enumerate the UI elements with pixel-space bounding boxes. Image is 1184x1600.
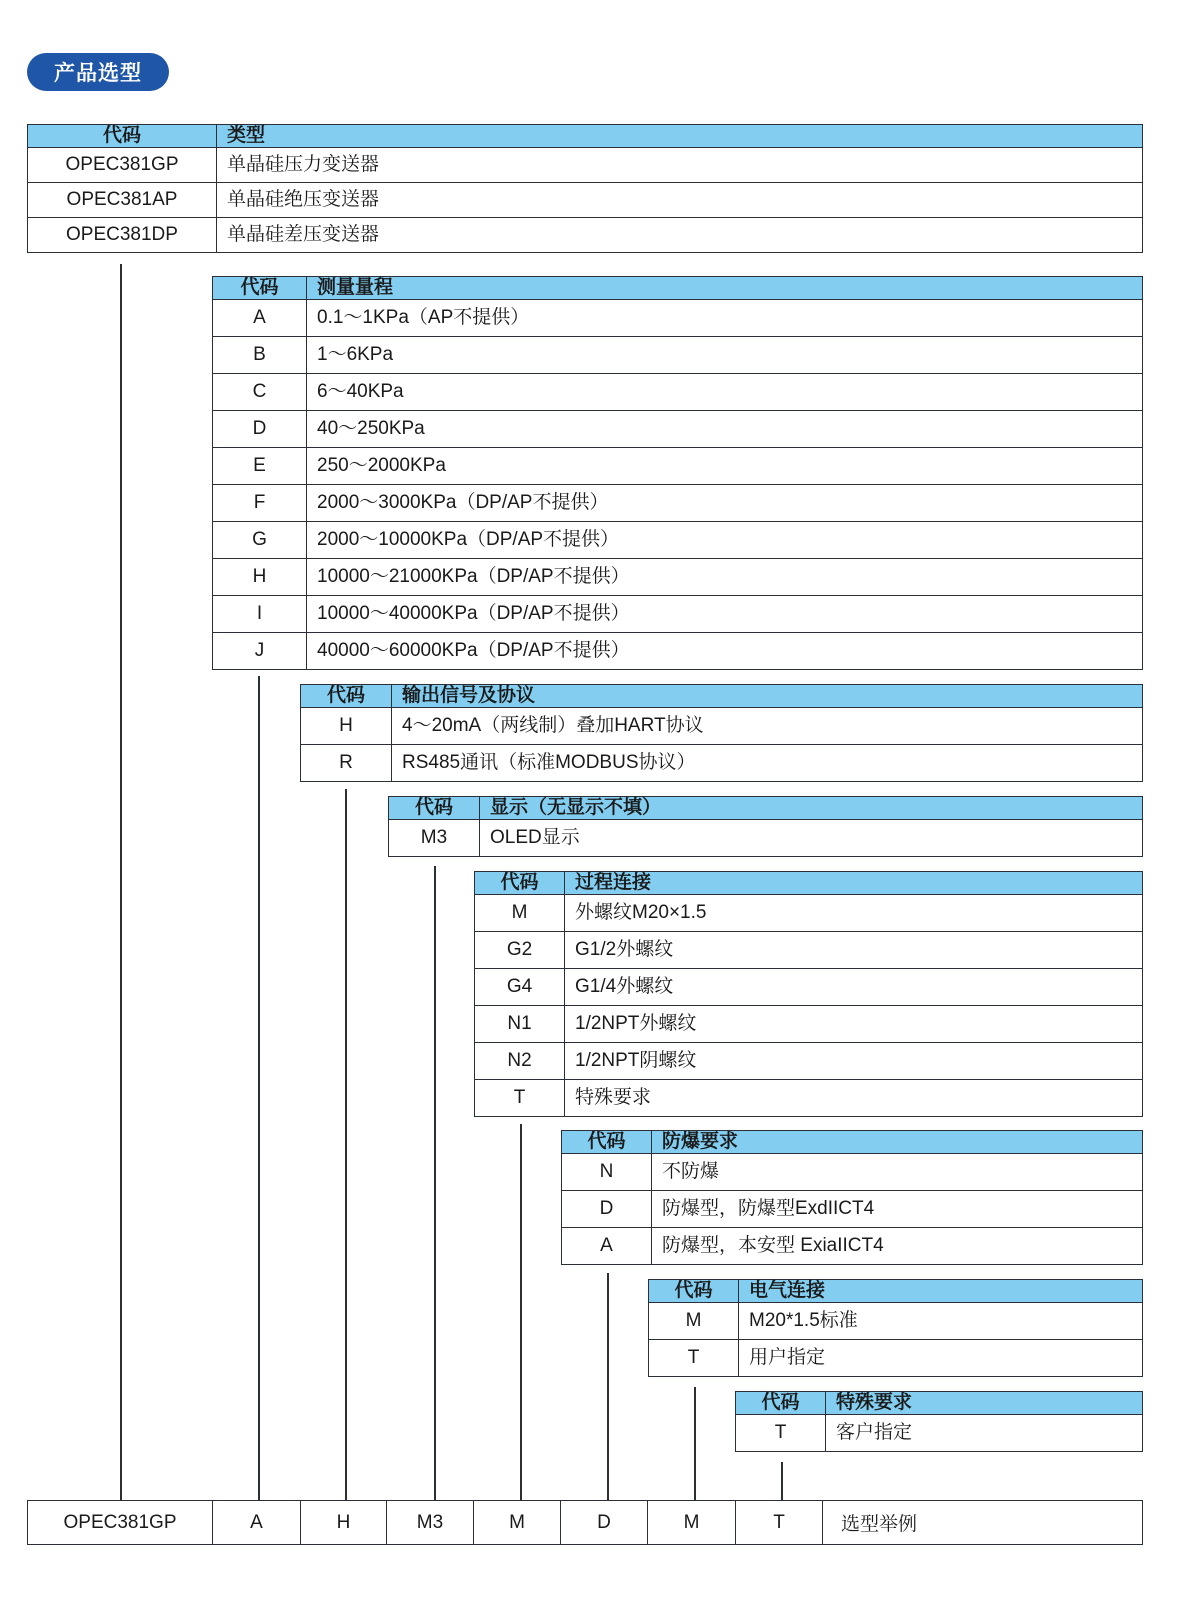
row-desc: 客户指定 [826,1414,1143,1451]
table-header-row [389,797,1143,820]
row-code: D [562,1190,652,1227]
table-header-row [562,1131,1143,1154]
table-process-connection-body [475,872,1143,1117]
header-code: 代码 [389,797,480,820]
row-desc: 2000～10000KPa（DP/AP不提供） [307,521,1143,558]
header-code: 代码 [213,277,307,300]
table-row [28,147,1143,182]
row-desc: 用户指定 [739,1339,1143,1376]
table-header-row [28,125,1143,148]
table-electrical-connection-body [649,1280,1143,1377]
row-desc: G1/2外螺纹 [565,931,1143,968]
table-selection-example [27,1500,1143,1545]
connector-line-explosion [607,1273,609,1502]
table-output-body [301,685,1143,782]
connector-line-electrical [694,1387,696,1502]
table-type [27,124,1143,253]
row-code: G4 [475,968,565,1005]
header-desc: 输出信号及协议 [392,685,1143,708]
row-code: H [213,558,307,595]
table-row [562,1227,1143,1264]
row-desc: OLED显示 [480,819,1143,856]
table-row [213,521,1143,558]
example-cell-display: M3 [387,1501,474,1545]
table-type-body [28,125,1143,253]
example-cell-electrical: M [648,1501,736,1545]
connector-line-process [520,1124,522,1502]
table-row [649,1302,1143,1339]
header-desc: 过程连接 [565,872,1143,895]
row-desc: 单晶硅绝压变送器 [217,182,1143,217]
table-row [475,931,1143,968]
row-code: D [213,410,307,447]
row-code: N2 [475,1042,565,1079]
row-desc: 2000～3000KPa（DP/AP不提供） [307,484,1143,521]
header-code: 代码 [736,1392,826,1415]
example-cell-explosion: D [561,1501,648,1545]
row-desc: 10000～40000KPa（DP/AP不提供） [307,595,1143,632]
connector-line-output [345,789,347,1502]
row-code: H [301,707,392,744]
table-row [736,1414,1143,1451]
row-code: G [213,521,307,558]
row-desc: M20*1.5标准 [739,1302,1143,1339]
header-desc: 类型 [217,125,1143,148]
row-desc: 防爆型，防爆型ExdIICT4 [652,1190,1143,1227]
row-desc: RS485通讯（标准MODBUS协议） [392,744,1143,781]
header-code: 代码 [475,872,565,895]
row-code: M [649,1302,739,1339]
header-desc: 测量量程 [307,277,1143,300]
table-row [213,447,1143,484]
table-process-connection [474,871,1143,1117]
row-desc: G1/4外螺纹 [565,968,1143,1005]
row-code: B [213,336,307,373]
row-desc: 40～250KPa [307,410,1143,447]
row-desc: 外螺纹M20×1.5 [565,894,1143,931]
connector-line-display [434,866,436,1502]
table-explosion-proof [561,1130,1143,1265]
example-note: 选型举例 [823,1501,1143,1545]
table-special-requirement-body [736,1392,1143,1452]
table-row [28,1501,1143,1545]
row-desc: 1/2NPT阴螺纹 [565,1042,1143,1079]
example-cell-special: T [736,1501,823,1545]
row-desc: 250～2000KPa [307,447,1143,484]
header-code: 代码 [301,685,392,708]
row-code: OPEC381DP [28,217,217,252]
row-code: A [213,299,307,336]
row-desc: 特殊要求 [565,1079,1143,1116]
table-row [213,373,1143,410]
row-desc: 防爆型，本安型 ExiaIICT4 [652,1227,1143,1264]
table-row [28,217,1143,252]
page-title-badge [27,53,169,91]
table-row [301,744,1143,781]
table-display-body [389,797,1143,857]
connector-line-type [120,264,122,1502]
row-code: M3 [389,819,480,856]
header-code: 代码 [649,1280,739,1303]
row-desc: 单晶硅差压变送器 [217,217,1143,252]
table-row [213,558,1143,595]
table-row [649,1339,1143,1376]
table-row [213,484,1143,521]
row-code: N [562,1153,652,1190]
row-code: OPEC381GP [28,147,217,182]
example-cell-range: A [213,1501,301,1545]
header-desc: 电气连接 [739,1280,1143,1303]
table-header-row [736,1392,1143,1415]
table-electrical-connection [648,1279,1143,1377]
table-explosion-proof-body [562,1131,1143,1265]
table-row [562,1190,1143,1227]
row-code: A [562,1227,652,1264]
row-desc: 单晶硅压力变送器 [217,147,1143,182]
row-code: R [301,744,392,781]
row-desc: 6～40KPa [307,373,1143,410]
header-desc: 防爆要求 [652,1131,1143,1154]
table-row [213,299,1143,336]
table-header-row [301,685,1143,708]
row-desc: 1/2NPT外螺纹 [565,1005,1143,1042]
row-code: F [213,484,307,521]
row-desc: 0.1～1KPa（AP不提供） [307,299,1143,336]
table-row [475,1079,1143,1116]
table-range-body [213,277,1143,670]
page-title: 产品选型 [54,62,142,85]
connector-line-range [258,676,260,1502]
row-code: T [475,1079,565,1116]
table-display [388,796,1143,857]
header-code: 代码 [562,1131,652,1154]
example-cell-output: H [301,1501,387,1545]
table-row [213,595,1143,632]
table-header-row [649,1280,1143,1303]
row-code: G2 [475,931,565,968]
row-code: I [213,595,307,632]
example-cell-process: M [474,1501,561,1545]
row-desc: 40000～60000KPa（DP/AP不提供） [307,632,1143,669]
row-desc: 不防爆 [652,1153,1143,1190]
row-code: C [213,373,307,410]
row-code: T [649,1339,739,1376]
table-row [28,182,1143,217]
table-row [475,894,1143,931]
table-row [475,1042,1143,1079]
table-row [475,968,1143,1005]
header-code: 代码 [28,125,217,148]
row-code: N1 [475,1005,565,1042]
row-desc: 4～20mA（两线制）叠加HART协议 [392,707,1143,744]
row-desc: 1～6KPa [307,336,1143,373]
row-desc: 10000～21000KPa（DP/AP不提供） [307,558,1143,595]
table-header-row [213,277,1143,300]
table-range [212,276,1143,670]
table-row [301,707,1143,744]
table-row [213,336,1143,373]
row-code: OPEC381AP [28,182,217,217]
table-header-row [475,872,1143,895]
table-row [213,632,1143,669]
table-row [213,410,1143,447]
table-output [300,684,1143,782]
connector-line-special [781,1462,783,1502]
table-special-requirement [735,1391,1143,1452]
header-desc: 显示（无显示不填） [480,797,1143,820]
header-desc: 特殊要求 [826,1392,1143,1415]
row-code: J [213,632,307,669]
table-row [475,1005,1143,1042]
row-code: E [213,447,307,484]
row-code: M [475,894,565,931]
table-row [562,1153,1143,1190]
table-row [389,819,1143,856]
row-code: T [736,1414,826,1451]
example-cell-type: OPEC381GP [28,1501,213,1545]
